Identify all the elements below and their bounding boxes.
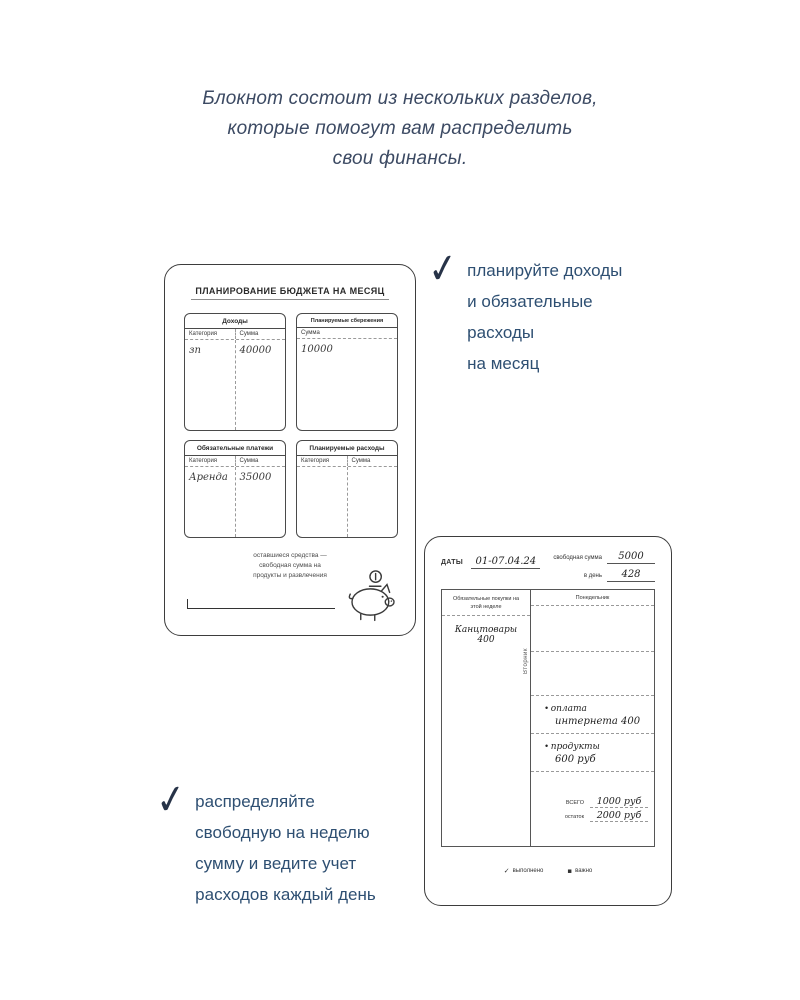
expense-entry-2-line-2: 600 руб xyxy=(555,754,596,765)
planned-box-title: Планируемые расходы xyxy=(297,441,397,456)
mandatory-payments-box xyxy=(184,440,286,538)
per-day-label: в день xyxy=(583,573,602,579)
month-planner-page xyxy=(164,264,416,636)
dates-label: ДАТЫ xyxy=(441,559,464,566)
dates-value: 01-07.04.24 xyxy=(471,556,540,569)
month-footnote-line-2: свободная сумма на xyxy=(259,562,321,569)
expense-entry-2 xyxy=(531,734,654,772)
benefit-week-line-3: сумму и ведите учет xyxy=(195,854,357,873)
expense-entry-2-line-1: • продукты xyxy=(545,741,648,752)
benefit-month-line-2: и обязательные xyxy=(467,292,593,311)
piggy-bank-icon xyxy=(345,567,401,623)
benefit-month-line-1: планируйте доходы xyxy=(467,261,623,280)
mandatory-col-category: Категория xyxy=(189,458,218,464)
income-col-category: Категория xyxy=(189,331,218,337)
benefit-month-text xyxy=(467,255,622,379)
legend-important-label: важно xyxy=(575,868,593,874)
week-day-column xyxy=(531,590,654,846)
mandatory-sum-value: 35000 xyxy=(235,467,286,537)
benefit-week-line-4: расходов каждый день xyxy=(195,885,376,904)
intro-line-3: свои финансы. xyxy=(332,148,468,169)
mandatory-box-title: Обязательные платежи xyxy=(185,441,285,456)
empty-day-row xyxy=(531,652,654,696)
benefit-week-line-2: свободную на неделю xyxy=(195,823,370,842)
savings-col-sum: Сумма xyxy=(301,330,320,336)
mandatory-category-value: Аренда xyxy=(189,472,228,483)
legend-done xyxy=(504,867,544,875)
check-small-icon: ✓ xyxy=(503,867,510,875)
income-box-title: Доходы xyxy=(185,314,285,329)
expense-entry-1 xyxy=(531,696,654,734)
month-footnote-line-3: продукты и развлечения xyxy=(253,572,327,579)
rest-value: 2000 руб xyxy=(590,810,648,822)
rest-label: остаток xyxy=(564,814,584,820)
legend-done-label: выполнено xyxy=(512,868,544,874)
free-sum-label: свободная сумма xyxy=(553,555,602,561)
income-col-sum: Сумма xyxy=(235,329,286,339)
checkmark-icon: ✓ xyxy=(153,775,189,826)
planned-col-sum: Сумма xyxy=(347,456,398,466)
income-box xyxy=(184,313,286,431)
per-day-value: 428 xyxy=(607,569,655,582)
savings-box-title: Планируемые сбережения xyxy=(297,314,397,328)
legend-important xyxy=(567,867,592,875)
expense-entry-1-line-2: интернета 400 xyxy=(555,716,641,727)
week-left-column xyxy=(442,590,531,846)
benefit-month-line-3: расходы xyxy=(467,323,535,342)
total-label: ВСЕГО xyxy=(565,800,584,806)
total-row xyxy=(537,796,648,808)
benefit-month xyxy=(425,244,623,379)
intro-text xyxy=(0,84,800,174)
expense-entry-1-line-1: • оплата xyxy=(545,703,648,714)
per-day-row xyxy=(553,569,655,582)
benefit-week-line-1: распределяйте xyxy=(195,792,315,811)
free-sum-row xyxy=(553,551,655,564)
intro-line-2: которые помогут вам распределить xyxy=(227,118,573,139)
left-column-entry: Канцтовары 400 xyxy=(454,625,518,645)
day-column-header: Понедельник xyxy=(531,590,654,606)
week-legend xyxy=(425,867,671,875)
planned-sum-empty xyxy=(347,467,398,537)
week-dates xyxy=(441,551,540,569)
benefit-week xyxy=(153,775,376,910)
month-boxes-grid xyxy=(184,313,398,538)
intro-line-1: Блокнот состоит из нескольких разделов, xyxy=(202,88,598,109)
planned-col-category: Категория xyxy=(301,458,330,464)
week-totals xyxy=(531,772,654,846)
write-line-tick xyxy=(187,599,188,609)
month-page-title: ПЛАНИРОВАНИЕ БЮДЖЕТА НА МЕСЯЦ xyxy=(191,286,388,300)
square-marker-icon: ▪ xyxy=(567,867,573,875)
mandatory-col-sum: Сумма xyxy=(235,456,286,466)
income-sum-value: 40000 xyxy=(235,340,286,430)
vertical-day-label: Вторник xyxy=(523,648,530,674)
benefit-month-line-4: на месяц xyxy=(467,354,540,373)
income-category-value: зп xyxy=(189,345,201,356)
planned-category-empty xyxy=(297,467,347,537)
rest-row xyxy=(537,810,648,822)
planned-expenses-box xyxy=(296,440,398,538)
empty-day-row xyxy=(531,606,654,652)
savings-sum-value: 10000 xyxy=(301,344,333,355)
total-value: 1000 руб xyxy=(590,796,648,808)
month-footnote-line-1: оставшиеся средства — xyxy=(253,552,327,559)
savings-box xyxy=(296,313,398,431)
write-in-line xyxy=(187,597,335,609)
benefit-week-text xyxy=(195,786,376,910)
week-planner-page xyxy=(424,536,672,906)
checkmark-icon: ✓ xyxy=(425,244,461,295)
free-sum-value: 5000 xyxy=(607,551,655,564)
week-table xyxy=(441,589,655,847)
left-column-header: Обязательные покупки на этой неделе xyxy=(442,590,530,616)
week-header xyxy=(441,551,655,582)
